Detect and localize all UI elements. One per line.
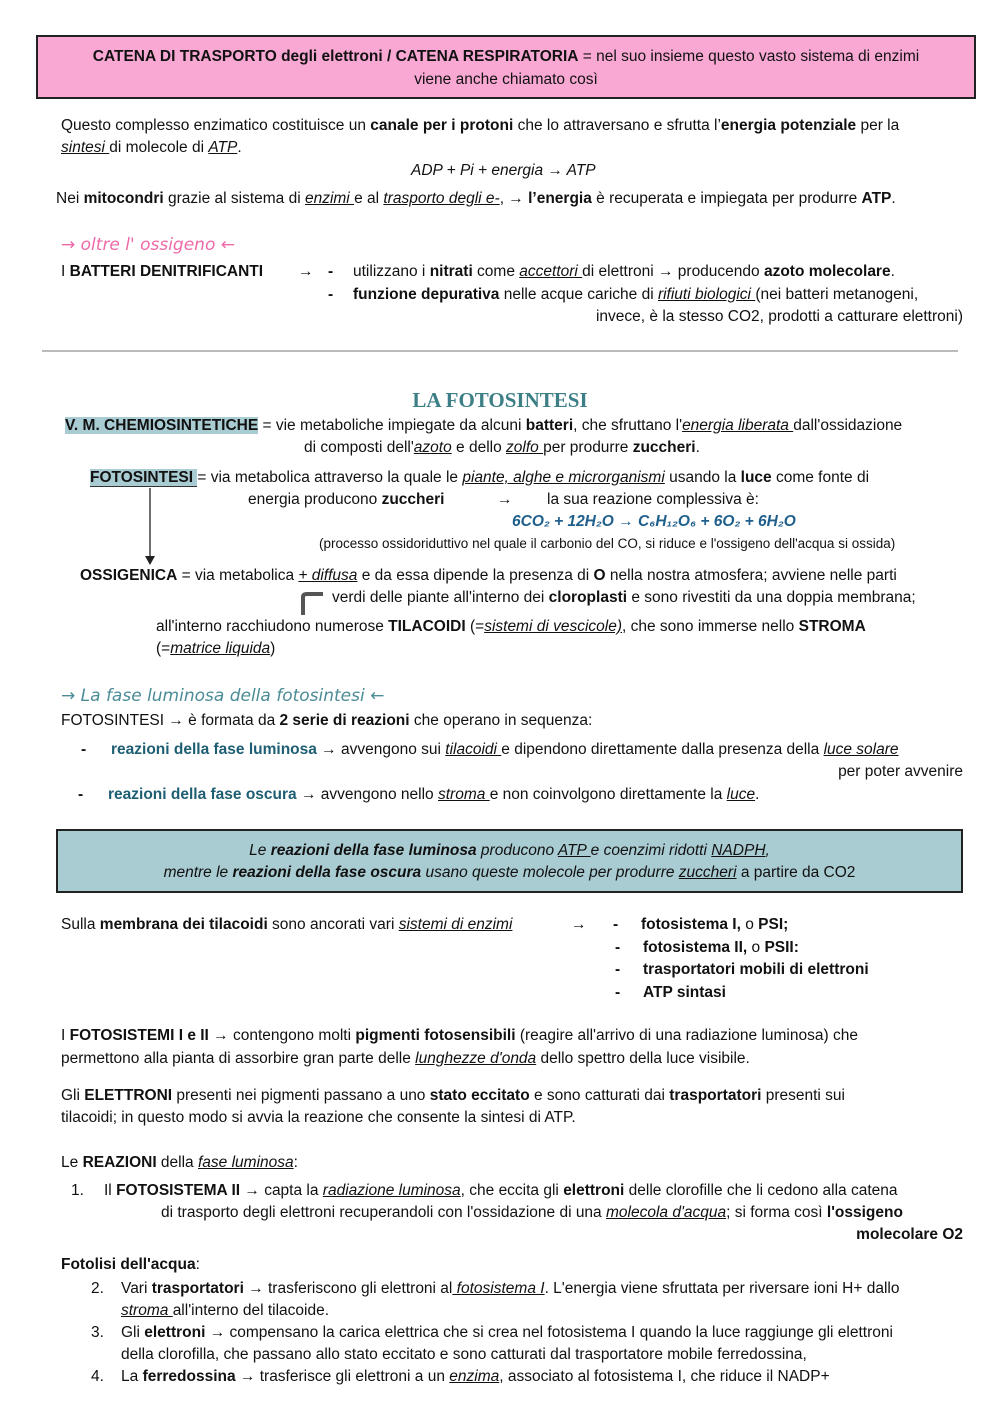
batteri-bullet2-cont: invece, è la stesso CO2, prodotti a catturare elettroni) xyxy=(595,308,963,325)
reazione1-line1: Il FOTOSISTEMA II → capta la radiazione luminosa, che eccita gli elettroni delle clorofille che li cedono alla catena xyxy=(104,1182,898,1199)
fotosistemi-line1: I FOTOSISTEMI I e II → contengono molti pigmenti fotosensibili (reagire all'arrivo di una radiazione luminosa) che xyxy=(61,1027,858,1044)
bullet-dash: - xyxy=(328,263,334,280)
ossi-line3: all'interno racchiudono numerose TILACOIDI (=sistemi di vescicole), che sono immerse nello STROMA xyxy=(156,618,866,635)
heading-fase-luminosa: → La fase luminosa della fotosintesi ← xyxy=(61,686,385,706)
bullet-dash: - xyxy=(328,286,334,303)
ossi-line4: (=matrice liquida) xyxy=(156,640,276,657)
bullet-dash: - xyxy=(613,916,619,933)
list-number: 1. xyxy=(71,1182,84,1199)
membrana-line: Sulla membrana dei tilacoidi sono ancorati vari sistemi di enzimi xyxy=(61,916,513,933)
elettroni-line2: tilacoidi; in questo modo si avvia la reazione che consente la sintesi di ATP. xyxy=(61,1109,576,1126)
batteri-bullet1: utilizzano i nitrati come accettori di elettroni → producendo azoto molecolare. xyxy=(353,263,895,280)
bullet-dash: - xyxy=(81,741,87,758)
box1-bold: CATENA DI TRASPORTO degli elettroni / CATENA RESPIRATORIA xyxy=(92,48,579,65)
box2-line2: mentre le reazioni della fase oscura usano queste molecole per produrre zuccheri a partire da CO2 xyxy=(163,864,856,881)
list-number: 3. xyxy=(91,1324,104,1341)
header-box-catena xyxy=(36,35,976,99)
bullet-dash: - xyxy=(615,984,621,1001)
bullet-dash: - xyxy=(615,939,621,956)
membrana-item3: trasportatori mobili di elettroni xyxy=(643,961,869,978)
ossi-line1: OSSIGENICA = via metabolica + diffusa e da essa dipende la presenza di O nella nostra atmosfera; avviene nelle parti xyxy=(80,567,897,584)
divider xyxy=(42,350,958,352)
membrana-item2: fotosistema II, o PSII: xyxy=(643,939,799,956)
reazione3-line2: della clorofilla, che passano allo stato eccitato e sono catturati dal trasportatore mobile ferredossina, xyxy=(121,1346,807,1363)
para1-line2: sintesi di molecole di ATP. xyxy=(61,139,242,156)
fase-intro: FOTOSINTESI → è formata da 2 serie di reazioni che operano in sequenza: xyxy=(61,712,593,729)
box1-line2: viene anche chiamato così xyxy=(414,71,598,88)
batteri-label: I BATTERI DENITRIFICANTI xyxy=(61,263,264,280)
membrana-item4: ATP sintasi xyxy=(643,984,726,1001)
reazione1-line2: di trasporto degli elettroni recuperandoli con l'ossidazione di una molecola d'acqua; si forma così l'ossigeno xyxy=(161,1204,903,1221)
vm-line1: V. M. CHEMIOSINTETICHE = vie metaboliche impiegate da alcuni batteri, che sfruttano l'energia liberata dall'ossidazione xyxy=(65,417,903,434)
foto-equation: 6CO₂ + 12H₂O → C₆H₁₂O₆ + 6O₂ + 6H₂O xyxy=(512,513,796,530)
reazione4-line1: La ferredossina → trasferisce gli elettroni a un enzima, associato al fotosistema I, che riduce il NADP+ xyxy=(121,1368,830,1385)
foto-reazione-label: la sua reazione complessiva è: xyxy=(547,491,759,508)
reazione2-line2: stroma all'interno del tilacoide. xyxy=(121,1302,330,1319)
section-title: LA FOTOSINTESI xyxy=(412,388,588,412)
fase-luminosa-cont: per poter avvenire xyxy=(838,763,963,780)
box2-line1: Le reazioni della fase luminosa producono ATP e coenzimi ridotti NADPH, xyxy=(249,842,770,859)
list-number: 2. xyxy=(91,1280,104,1297)
reazione2-line1: Vari trasportatori → trasferiscono gli elettroni al fotosistema I. L'energia viene sfruttata per riversare ioni H+ dallo xyxy=(121,1280,900,1297)
list-number: 4. xyxy=(91,1368,104,1385)
fase-oscura-item: reazioni della fase oscura → avvengono nello stroma e non coinvolgono direttamente la luce. xyxy=(108,786,760,803)
box1-rest: = nel suo insieme questo vasto sistema di enzimi xyxy=(578,48,920,65)
elettroni-line1: Gli ELETTRONI presenti nei pigmenti passano a uno stato eccitato e sono catturati dai trasportatori presenti sui xyxy=(61,1087,845,1104)
summary-box xyxy=(56,829,963,893)
fotosistemi-line2: permettono alla pianta di assorbire gran parte delle lunghezze d'onda dello spettro della luce visibile. xyxy=(61,1050,750,1067)
batteri-arrow: → xyxy=(298,263,314,280)
bullet-dash: - xyxy=(615,961,621,978)
para1-line1: Questo complesso enzimatico costituisce un canale per i protoni che lo attraversano e sfrutta l’energia potenziale per la xyxy=(61,117,900,134)
reazione3-line1: Gli elettroni → compensano la carica elettrica che si crea nel fotosistema I quando la luce raggiunge gli elettroni xyxy=(121,1324,893,1341)
ossi-line2: verdi delle piante all'interno dei cloroplasti e sono rivestiti da una doppia membrana; xyxy=(332,589,916,606)
equation-atp: ADP + Pi + energia → ATP xyxy=(411,162,596,179)
box1-line1 xyxy=(38,45,974,68)
membrana-item1: fotosistema I, o PSI; xyxy=(641,916,789,933)
reazione1-line3: molecolare O2 xyxy=(856,1226,963,1243)
heading-oltre-ossigeno: → oltre l' ossigeno ← xyxy=(61,235,236,255)
bracket-icon xyxy=(299,591,325,617)
para2: Nei mitocondri grazie al sistema di enzimi e al trasporto degli e-, → l’energia è recuperata e impiegata per produrre ATP. xyxy=(56,190,896,207)
foto-line1: FOTOSINTESI = via metabolica attraverso la quale le piante, alghe e microrganismi usando la luce come fonte di xyxy=(90,469,870,486)
reazioni-heading: Le REAZIONI della fase luminosa: xyxy=(61,1154,298,1171)
foto-line2: energia producono zuccheri xyxy=(248,491,445,508)
foto-arrow: → xyxy=(497,491,513,508)
batteri-bullet2: funzione depurativa nelle acque cariche di rifiuti biologici (nei batteri metanogeni, xyxy=(353,286,919,303)
fase-luminosa-item: reazioni della fase luminosa → avvengono sui tilacoidi e dipendono direttamente dalla presenza della luce solare xyxy=(111,741,899,758)
down-arrow-icon xyxy=(143,488,157,566)
vm-line2: di composti dell'azoto e dello zolfo per produrre zuccheri. xyxy=(304,439,700,456)
membrana-arrow: → xyxy=(571,916,587,933)
fotolisi-heading: Fotolisi dell'acqua: xyxy=(61,1256,200,1273)
foto-note: (processo ossidoriduttivo nel quale il carbonio del CO, si riduce e l'ossigeno dell'acqua si ossida) xyxy=(319,536,896,551)
bullet-dash: - xyxy=(78,786,84,803)
